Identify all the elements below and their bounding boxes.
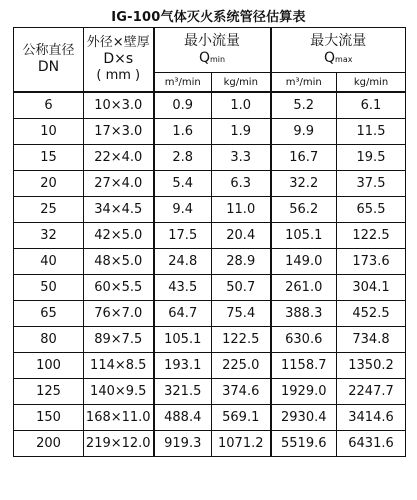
unit-qmax-m3: m³/min bbox=[271, 73, 337, 93]
table-row bbox=[14, 119, 406, 145]
table-row bbox=[14, 92, 406, 119]
table-row bbox=[14, 431, 406, 457]
cell-od: 168×11.0 bbox=[84, 405, 154, 431]
header-dn-line1: 公称直径 bbox=[22, 43, 75, 58]
cell-qmin-m3: 2.8 bbox=[154, 145, 212, 171]
cell-qmax-m3: 1158.7 bbox=[271, 353, 337, 379]
header-qmax-subscript: max bbox=[335, 54, 353, 64]
cell-od: 219×12.0 bbox=[84, 431, 154, 457]
cell-dn: 150 bbox=[14, 405, 84, 431]
cell-qmax-m3: 630.6 bbox=[271, 327, 337, 353]
table-body bbox=[14, 92, 406, 457]
cell-qmin-kg: 374.6 bbox=[212, 379, 271, 405]
pipe-size-table bbox=[13, 27, 406, 457]
header-qmin-line2 bbox=[155, 50, 270, 68]
cell-qmin-kg: 225.0 bbox=[212, 353, 271, 379]
cell-dn: 125 bbox=[14, 379, 84, 405]
cell-od: 42×5.0 bbox=[84, 223, 154, 249]
header-qmax-symbol: Q bbox=[324, 49, 336, 66]
cell-qmax-m3: 2930.4 bbox=[271, 405, 337, 431]
cell-qmin-m3: 24.8 bbox=[154, 249, 212, 275]
cell-dn: 25 bbox=[14, 197, 84, 223]
cell-qmax-kg: 37.5 bbox=[337, 171, 406, 197]
cell-qmax-kg: 65.5 bbox=[337, 197, 406, 223]
cell-od: 22×4.0 bbox=[84, 145, 154, 171]
unit-qmax-kg: kg/min bbox=[337, 73, 406, 93]
cell-qmax-m3: 16.7 bbox=[271, 145, 337, 171]
cell-qmin-m3: 919.3 bbox=[154, 431, 212, 457]
cell-qmax-kg: 734.8 bbox=[337, 327, 406, 353]
header-qmin-subscript: min bbox=[209, 54, 226, 64]
table-row bbox=[14, 405, 406, 431]
cell-qmax-kg: 19.5 bbox=[337, 145, 406, 171]
cell-qmax-kg: 1350.2 bbox=[337, 353, 406, 379]
cell-qmax-m3: 105.1 bbox=[271, 223, 337, 249]
header-qmax bbox=[271, 28, 406, 73]
cell-qmin-kg: 1.9 bbox=[212, 119, 271, 145]
header-od-line2: D×s bbox=[103, 51, 134, 67]
cell-qmin-m3: 9.4 bbox=[154, 197, 212, 223]
cell-qmin-kg: 20.4 bbox=[212, 223, 271, 249]
cell-qmin-m3: 5.4 bbox=[154, 171, 212, 197]
cell-od: 27×4.0 bbox=[84, 171, 154, 197]
cell-qmax-kg: 11.5 bbox=[337, 119, 406, 145]
header-od-line3: ( mm ) bbox=[96, 68, 141, 83]
header-dn bbox=[14, 28, 84, 93]
table-row bbox=[14, 327, 406, 353]
header-qmin bbox=[154, 28, 271, 73]
header-qmax-line1: 最大流量 bbox=[310, 32, 367, 49]
cell-od: 10×3.0 bbox=[84, 92, 154, 119]
table-row bbox=[14, 379, 406, 405]
cell-qmin-m3: 321.5 bbox=[154, 379, 212, 405]
header-qmax-line2 bbox=[272, 50, 406, 68]
cell-od: 60×5.5 bbox=[84, 275, 154, 301]
cell-qmax-m3: 32.2 bbox=[271, 171, 337, 197]
unit-qmin-m3: m³/min bbox=[154, 73, 212, 93]
cell-qmax-kg: 6.1 bbox=[337, 92, 406, 119]
cell-qmin-kg: 1071.2 bbox=[212, 431, 271, 457]
cell-qmin-m3: 17.5 bbox=[154, 223, 212, 249]
header-qmin-line1: 最小流量 bbox=[184, 32, 240, 49]
table-row bbox=[14, 197, 406, 223]
header-dn-line2: DN bbox=[37, 59, 60, 75]
cell-qmax-m3: 5.2 bbox=[271, 92, 337, 119]
cell-qmax-m3: 56.2 bbox=[271, 197, 337, 223]
header-od-line1: 外径×壁厚 bbox=[86, 35, 150, 50]
cell-qmax-kg: 3414.6 bbox=[337, 405, 406, 431]
cell-qmax-kg: 2247.7 bbox=[337, 379, 406, 405]
cell-qmin-kg: 1.0 bbox=[212, 92, 271, 119]
cell-qmax-m3: 5519.6 bbox=[271, 431, 337, 457]
cell-qmin-kg: 75.4 bbox=[212, 301, 271, 327]
cell-qmin-m3: 64.7 bbox=[154, 301, 212, 327]
cell-od: 34×4.5 bbox=[84, 197, 154, 223]
cell-qmin-m3: 193.1 bbox=[154, 353, 212, 379]
cell-qmax-kg: 122.5 bbox=[337, 223, 406, 249]
cell-dn: 20 bbox=[14, 171, 84, 197]
table-row bbox=[14, 223, 406, 249]
cell-qmin-kg: 569.1 bbox=[212, 405, 271, 431]
cell-qmax-kg: 6431.6 bbox=[337, 431, 406, 457]
table-row bbox=[14, 353, 406, 379]
page-title: IG-100气体灭火系统管径估算表 bbox=[111, 10, 306, 25]
table-header bbox=[14, 28, 406, 93]
table-row bbox=[14, 301, 406, 327]
cell-od: 114×8.5 bbox=[84, 353, 154, 379]
cell-qmax-kg: 452.5 bbox=[337, 301, 406, 327]
cell-od: 48×5.0 bbox=[84, 249, 154, 275]
cell-dn: 65 bbox=[14, 301, 84, 327]
cell-od: 17×3.0 bbox=[84, 119, 154, 145]
header-qmin-symbol: Q bbox=[198, 49, 210, 66]
table-row bbox=[14, 171, 406, 197]
cell-qmin-kg: 6.3 bbox=[212, 171, 271, 197]
table-row bbox=[14, 145, 406, 171]
cell-qmax-m3: 388.3 bbox=[271, 301, 337, 327]
cell-qmax-m3: 149.0 bbox=[271, 249, 337, 275]
cell-od: 76×7.0 bbox=[84, 301, 154, 327]
cell-qmax-m3: 1929.0 bbox=[271, 379, 337, 405]
cell-qmax-m3: 261.0 bbox=[271, 275, 337, 301]
cell-dn: 50 bbox=[14, 275, 84, 301]
cell-dn: 32 bbox=[14, 223, 84, 249]
cell-qmin-m3: 488.4 bbox=[154, 405, 212, 431]
cell-dn: 15 bbox=[14, 145, 84, 171]
cell-qmin-kg: 122.5 bbox=[212, 327, 271, 353]
cell-dn: 100 bbox=[14, 353, 84, 379]
cell-qmin-m3: 1.6 bbox=[154, 119, 212, 145]
cell-od: 140×9.5 bbox=[84, 379, 154, 405]
unit-qmin-kg: kg/min bbox=[212, 73, 271, 93]
cell-qmin-kg: 3.3 bbox=[212, 145, 271, 171]
cell-dn: 80 bbox=[14, 327, 84, 353]
cell-od: 89×7.5 bbox=[84, 327, 154, 353]
cell-qmin-kg: 50.7 bbox=[212, 275, 271, 301]
cell-dn: 40 bbox=[14, 249, 84, 275]
cell-qmin-m3: 0.9 bbox=[154, 92, 212, 119]
table-row bbox=[14, 249, 406, 275]
header-od bbox=[84, 28, 154, 93]
table-row bbox=[14, 275, 406, 301]
cell-dn: 10 bbox=[14, 119, 84, 145]
cell-qmax-m3: 9.9 bbox=[271, 119, 337, 145]
cell-qmax-kg: 304.1 bbox=[337, 275, 406, 301]
cell-qmin-kg: 11.0 bbox=[212, 197, 271, 223]
cell-qmax-kg: 173.6 bbox=[337, 249, 406, 275]
cell-qmin-kg: 28.9 bbox=[212, 249, 271, 275]
cell-dn: 200 bbox=[14, 431, 84, 457]
cell-qmin-m3: 105.1 bbox=[154, 327, 212, 353]
cell-qmin-m3: 43.5 bbox=[154, 275, 212, 301]
cell-dn: 6 bbox=[14, 92, 84, 119]
